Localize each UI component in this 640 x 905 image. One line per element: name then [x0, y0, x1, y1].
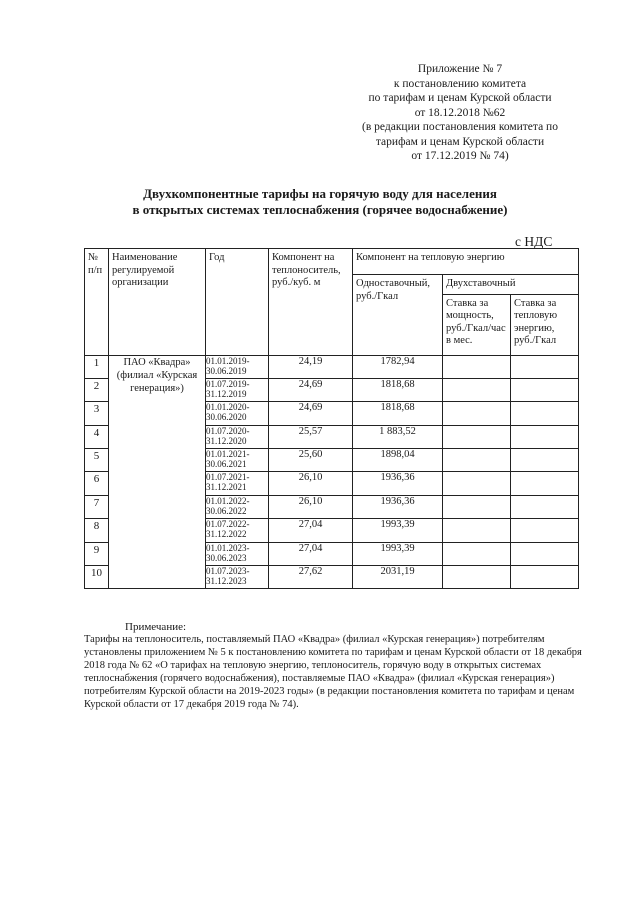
row-number: 8: [85, 519, 109, 542]
appendix-line: от 17.12.2019 № 74): [411, 150, 509, 162]
carrier-value: 27,04: [269, 542, 353, 565]
capacity-rate-value: [443, 425, 511, 448]
period-cell: [206, 472, 269, 495]
period-from: 01.01.2020-: [206, 402, 250, 413]
energy-rate-value: [511, 519, 579, 542]
appendix-line: к постановлению комитета: [393, 77, 527, 90]
row-number: 3: [85, 402, 109, 425]
note-label: Примечание:: [125, 621, 187, 633]
period-to: 30.06.2022: [206, 505, 247, 516]
carrier-value: 24,69: [269, 402, 353, 425]
row-number: 6: [85, 472, 109, 495]
period-cell: [206, 519, 269, 542]
period-to: 30.06.2019: [206, 365, 247, 376]
period-to: 31.12.2021: [206, 482, 247, 493]
header-carrier-component: Компонент на теплоноситель, руб./куб. м: [269, 249, 353, 356]
appendix-line: (в редакции постановления комитета по: [362, 121, 558, 133]
period-from: 01.07.2020-: [206, 425, 250, 436]
energy-rate-value: [511, 495, 579, 518]
row-number: 5: [85, 449, 109, 472]
period-from: 01.07.2019-: [206, 378, 250, 389]
header-year: Год: [206, 249, 269, 356]
single-rate-value: 1898,04: [353, 449, 443, 472]
header-capacity-rate: Ставка за мощность, руб./Гкал/час в мес.: [443, 294, 511, 355]
energy-rate-value: [511, 566, 579, 589]
single-rate-value: 2031,19: [353, 566, 443, 589]
period-to: 30.06.2023: [206, 552, 247, 563]
appendix-header: [330, 62, 590, 164]
single-rate-value: 1936,36: [353, 472, 443, 495]
capacity-rate-value: [443, 519, 511, 542]
organization-name: ПАО «Квадра» (филиал «Курская генерация»): [109, 355, 206, 589]
capacity-rate-value: [443, 472, 511, 495]
period-cell: [206, 495, 269, 518]
period-cell: [206, 378, 269, 401]
vat-note: с НДС: [515, 234, 553, 249]
capacity-rate-value: [443, 355, 511, 378]
period-to: 31.12.2020: [206, 435, 247, 446]
carrier-value: 26,10: [269, 495, 353, 518]
carrier-value: 25,57: [269, 425, 353, 448]
title-line-1: Двухкомпонентные тарифы на горячую воду для населения: [143, 186, 497, 201]
row-number: 9: [85, 542, 109, 565]
energy-rate-value: [511, 355, 579, 378]
energy-rate-value: [511, 425, 579, 448]
appendix-line: от 18.12.2018 №62: [414, 106, 506, 119]
title-line-2: в открытых системах теплоснабжения (горячее водоснабжение): [132, 202, 508, 217]
energy-rate-value: [511, 472, 579, 495]
period-from: 01.01.2021-: [206, 449, 250, 460]
period-cell: [206, 566, 269, 589]
energy-rate-value: [511, 378, 579, 401]
period-from: 01.07.2023-: [206, 566, 250, 577]
period-cell: [206, 425, 269, 448]
period-cell: [206, 542, 269, 565]
capacity-rate-value: [443, 449, 511, 472]
appendix-line: по тарифам и ценам Курской области: [368, 92, 552, 104]
table-row: [85, 355, 579, 378]
capacity-rate-value: [443, 402, 511, 425]
period-to: 31.12.2023: [206, 576, 247, 587]
period-from: 01.01.2019-: [206, 355, 250, 366]
carrier-value: 25,60: [269, 449, 353, 472]
period-from: 01.01.2022-: [206, 495, 250, 506]
header-num: № п/п: [85, 249, 109, 356]
header-energy-rate: Ставка за тепловую энергию, руб./Гкал: [511, 294, 579, 355]
header-two-rate: Двухставочный: [443, 275, 579, 295]
row-number: 2: [85, 378, 109, 401]
appendix-line: тарифам и ценам Курской области: [375, 135, 545, 148]
single-rate-value: 1818,68: [353, 402, 443, 425]
period-from: 01.07.2021-: [206, 472, 250, 483]
capacity-rate-value: [443, 566, 511, 589]
single-rate-value: 1993,39: [353, 542, 443, 565]
document-title: [60, 186, 580, 218]
note-text: Тарифы на теплоноситель, поставляемый ПАО «Квадра» (филиал «Курская генерация») потребителям установлены приложением № 5 к постановлению комитета по тарифам и ценам Курской области от 18 декабря 2018 года № 62 «О тарифах на тепловую энергию, теплоноситель, горячую воду в открытых системах теплоснабжения (горячего водоснабжения), поставляемые ПАО «Квадра» (филиал «Курская генерация») потребителям Курской области на 2019-2023 годы» (в редакции постановления комитета по тарифам и ценам Курской области от 17 декабря 2019 года № 74).: [84, 634, 582, 710]
header-single-rate: Одноставочный, руб./Гкал: [353, 275, 443, 356]
energy-rate-value: [511, 402, 579, 425]
period-from: 01.01.2023-: [206, 542, 250, 553]
single-rate-value: 1782,94: [353, 355, 443, 378]
row-number: 4: [85, 425, 109, 448]
period-cell: [206, 355, 269, 378]
capacity-rate-value: [443, 378, 511, 401]
header-organization: Наименование регулируемой организации: [109, 249, 206, 356]
row-number: 10: [85, 566, 109, 589]
single-rate-value: 1993,39: [353, 519, 443, 542]
carrier-value: 27,04: [269, 519, 353, 542]
capacity-rate-value: [443, 495, 511, 518]
single-rate-value: 1818,68: [353, 378, 443, 401]
tariff-table: [84, 248, 579, 589]
carrier-value: 24,69: [269, 378, 353, 401]
row-number: 1: [85, 355, 109, 378]
energy-rate-value: [511, 542, 579, 565]
energy-rate-value: [511, 449, 579, 472]
period-to: 30.06.2020: [206, 412, 247, 423]
period-cell: [206, 449, 269, 472]
period-to: 31.12.2022: [206, 529, 247, 540]
single-rate-value: 1 883,52: [353, 425, 443, 448]
row-number: 7: [85, 495, 109, 518]
header-thermal-component: Компонент на тепловую энергию: [353, 249, 579, 275]
period-to: 30.06.2021: [206, 459, 247, 470]
carrier-value: 26,10: [269, 472, 353, 495]
carrier-value: 24,19: [269, 355, 353, 378]
period-cell: [206, 402, 269, 425]
period-from: 01.07.2022-: [206, 519, 250, 530]
period-to: 31.12.2019: [206, 388, 247, 399]
capacity-rate-value: [443, 542, 511, 565]
single-rate-value: 1936,36: [353, 495, 443, 518]
appendix-line: Приложение № 7: [417, 63, 503, 75]
carrier-value: 27,62: [269, 566, 353, 589]
